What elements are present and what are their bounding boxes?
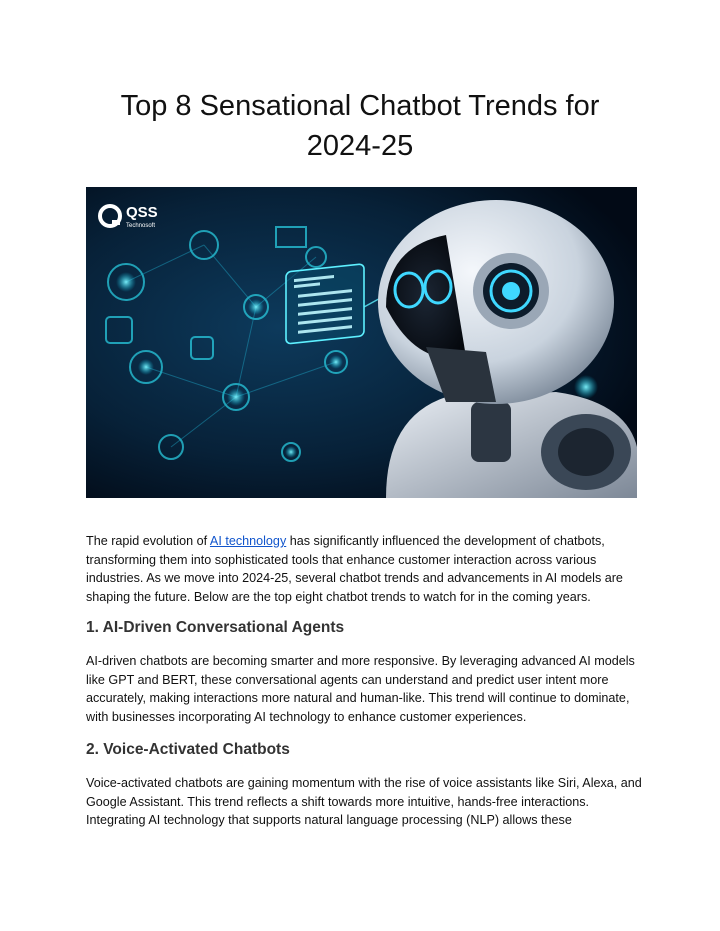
section-2-body: Voice-activated chatbots are gaining momentum with the rise of voice assistants like Siri, Alexa, and Google Assistant. This trend reflects a shift towards more intuitive, hands-free interactions. Integrating AI technology that supports natural language processing (NLP) allows these — [86, 776, 642, 828]
ai-technology-link[interactable]: AI technology — [209, 534, 287, 548]
section-1-body: AI-driven chatbots are becoming smarter and more responsive. By leveraging advanced AI models like GPT and BERT, these conversational agents can understand and predict user intent more accurately, making interactions more natural and human-like. This trend will continue to dominate, with businesses incorporating AI technology to enhance customer experiences. — [86, 654, 635, 724]
intro-text-start: The rapid evolution of — [86, 534, 210, 548]
section-2-heading: 2. Voice-Activated Chatbots — [86, 741, 290, 758]
logo-text: QSS — [126, 204, 158, 221]
hero-image — [86, 187, 637, 498]
title-line-2: 2024-25 — [306, 130, 414, 162]
title-line-1: Top 8 Sensational Chatbot Trends for — [120, 90, 600, 122]
intro-paragraph — [86, 532, 646, 606]
intro-text-end: has significantly influenced the development of chatbots, transforming them into sophisticated tools that enhance customer interaction across various industries. As we move into 2024-25, several chatbot trends and advancements in AI models are shaping the future. Below are the top eight chatbot trends to watch for in the coming years. — [86, 534, 623, 604]
section-1-heading: 1. AI-Driven Conversational Agents — [86, 619, 345, 636]
robot-hero-image — [86, 187, 637, 498]
logo-subtext: Technosoft — [126, 223, 156, 229]
page-title — [60, 86, 660, 166]
